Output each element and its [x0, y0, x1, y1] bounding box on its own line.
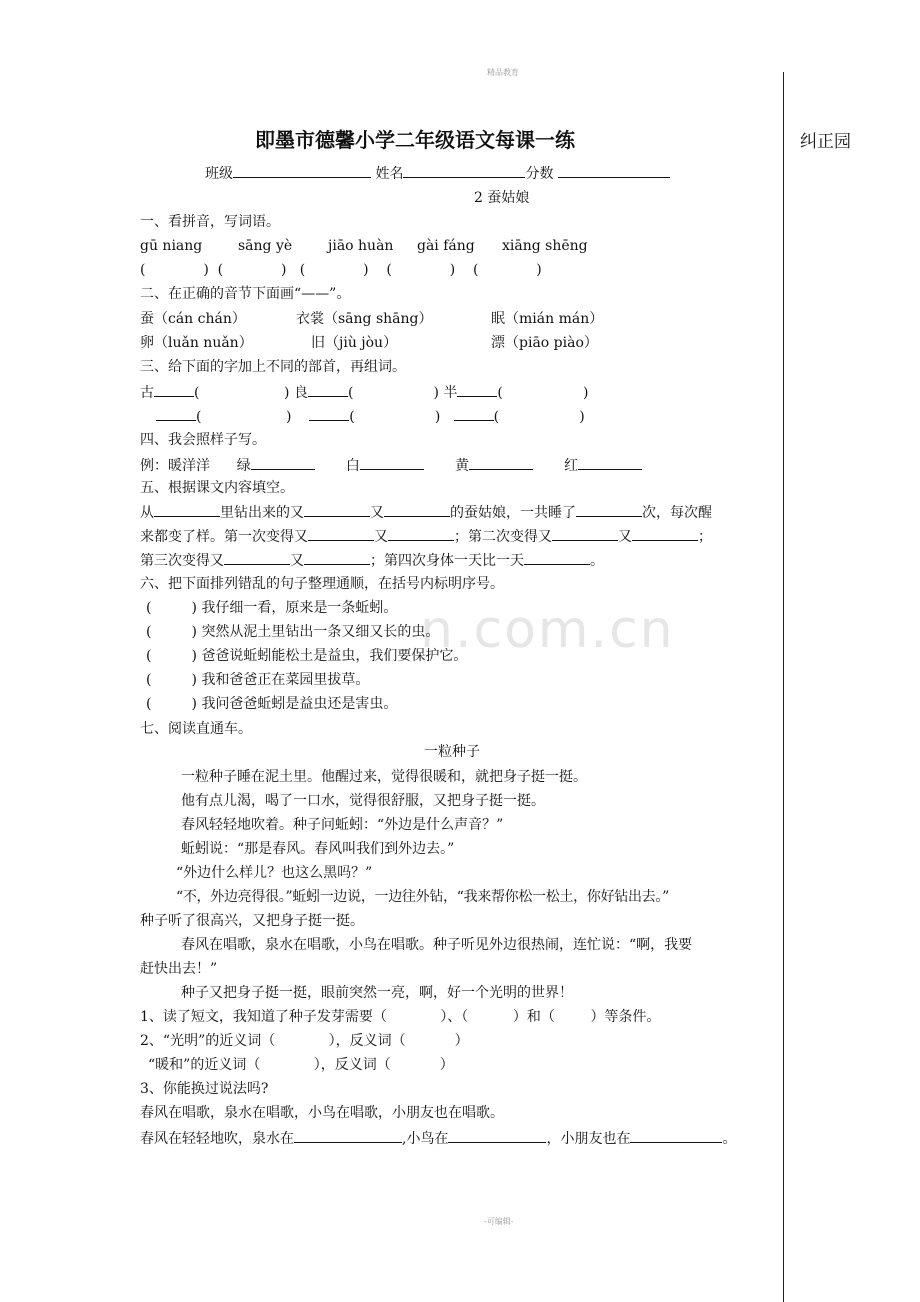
pattern-blank[interactable]	[578, 456, 642, 470]
section-4-heading: 四、我会照样子写。	[140, 432, 266, 448]
pinyin-item: xiāng shēng	[502, 238, 588, 254]
story-paragraph: “外边什么样儿？也这么黑吗？”	[176, 865, 373, 881]
footer-mark: -可编辑-	[484, 1217, 514, 1226]
story-paragraph: 春风在唱歌，泉水在唱歌，小鸟在唱歌。种子听见外边很热闹，连忙说：“啊，我要	[181, 937, 693, 953]
score-blank[interactable]	[558, 164, 670, 178]
fill-blank[interactable]	[384, 503, 450, 517]
fill-blank[interactable]	[524, 551, 590, 565]
question-2b: “暖和”的近义词（ ），反义词（ ）	[148, 1057, 454, 1073]
radical-row[interactable]: ( ) ( ) ( )	[156, 407, 585, 426]
order-item[interactable]: ( ) 我问爸爸蚯蚓是益虫还是害虫。	[146, 696, 398, 712]
header-mark: 精品教育	[487, 68, 519, 77]
story-paragraph: 种子听了很高兴，又把身子挺一挺。	[140, 913, 364, 929]
fill-blank[interactable]	[294, 1129, 402, 1143]
pinyin-item: jiāo huàn	[328, 238, 394, 254]
syllable-item[interactable]: 衣裳（sāng shāng）	[296, 311, 433, 327]
section-7-heading: 七、阅读直通车。	[140, 721, 252, 737]
story-paragraph: 春风轻轻地吹着。种子问蚯蚓：“外边是什么声音？”	[181, 817, 504, 833]
fill-blank[interactable]	[388, 527, 454, 541]
pinyin-answer-row[interactable]: ( ) ( ) ( ) ( ) ( )	[140, 262, 542, 278]
pattern-row	[140, 456, 642, 475]
section-2-heading: 二、在正确的音节下面画“——”。	[140, 286, 351, 302]
margin-divider	[783, 72, 784, 1302]
pattern-word: 黄	[455, 458, 470, 474]
question-3: 3、你能换过说法吗?	[140, 1081, 269, 1097]
fill-line: 第三次变得又 又 ；第四次身体一天比一天 。	[140, 553, 604, 569]
fill-line: 来都变了样。第一次变得又 又 ；第二次变得又 又 ；	[140, 529, 712, 545]
class-blank[interactable]	[233, 164, 371, 178]
syllable-item[interactable]: 蚕（cán chán）	[140, 311, 246, 327]
pattern-word: 绿	[236, 458, 251, 474]
pinyin-item: gū niang	[140, 238, 203, 254]
section-1-heading: 一、看拼音，写词语。	[140, 214, 280, 230]
question-3-example: 春风在唱歌，泉水在唱歌，小鸟在唱歌，小朋友也在唱歌。	[140, 1105, 504, 1121]
watermark: n.com.cn	[420, 600, 675, 660]
pinyin-item: sāng yè	[238, 238, 293, 254]
pattern-example: 例：暖洋洋	[140, 458, 210, 474]
order-item[interactable]: ( ) 突然从泥土里钻出一条又细又长的虫。	[146, 624, 440, 640]
question-3-fill: 春风在轻轻地吹，泉水在 ,小鸟在 ，小朋友也在 。	[140, 1131, 737, 1147]
info-line	[205, 164, 670, 183]
fill-line: 从 里钻出来的又 又 的蚕姑娘，一共睡了 次，每次醒	[140, 505, 712, 521]
story-paragraph: 他有点儿渴，喝了一口水，觉得很舒服，又把身子挺一挺。	[181, 793, 545, 809]
section-6-heading: 六、把下面排列错乱的句子整理通顺，在括号内标明序号。	[140, 576, 504, 592]
pinyin-item: gài fáng	[417, 238, 475, 254]
radical-char: 古	[140, 385, 154, 401]
fill-blank[interactable]	[308, 527, 374, 541]
fill-blank[interactable]	[304, 503, 370, 517]
syllable-item[interactable]: 旧（jiù jòu）	[311, 335, 398, 351]
pattern-blank[interactable]	[469, 456, 533, 470]
section-5-heading: 五、根据课文内容填空。	[140, 480, 294, 496]
pattern-word: 红	[564, 458, 579, 474]
syllable-item[interactable]: 眠（mián mán）	[491, 311, 604, 327]
fill-blank[interactable]	[154, 503, 220, 517]
radical-row[interactable]: 古 ( ) 良 ( ) 半 ( )	[140, 385, 589, 401]
fill-blank[interactable]	[448, 1129, 546, 1143]
syllable-item[interactable]: 卵（luǎn nuǎn）	[140, 335, 253, 351]
side-label: 纠正园	[800, 132, 851, 152]
story-title: 一粒种子	[424, 744, 480, 760]
fill-blank[interactable]	[630, 1129, 722, 1143]
fill-blank[interactable]	[552, 527, 618, 541]
pattern-blank[interactable]	[360, 456, 424, 470]
story-paragraph: 蚯蚓说：“那是春风。春风叫我们到外边去。”	[181, 841, 455, 857]
order-item[interactable]: ( ) 爸爸说蚯蚓能松土是益虫，我们要保护它。	[146, 648, 468, 664]
lesson-title: 2 蚕姑娘	[474, 190, 530, 206]
pattern-blank[interactable]	[251, 456, 315, 470]
section-3-heading: 三、给下面的字加上不同的部首，再组词。	[140, 359, 406, 375]
radical-char: 良	[293, 385, 308, 401]
order-item[interactable]: ( ) 我仔细一看，原来是一条蚯蚓。	[146, 600, 398, 616]
fill-blank[interactable]	[224, 551, 290, 565]
fill-blank[interactable]	[576, 503, 642, 517]
syllable-item[interactable]: 漂（piāo piào）	[491, 335, 598, 351]
story-paragraph: 种子又把身子挺一挺，眼前突然一亮，啊，好一个光明的世界！	[181, 985, 573, 1001]
story-paragraph: “不，外边亮得很。”蚯蚓一边说，一边往外钻，“我来帮你松一松土，你好钻出去。”	[176, 889, 669, 905]
name-blank[interactable]	[403, 164, 525, 178]
order-item[interactable]: ( ) 我和爸爸正在菜园里拔草。	[146, 672, 370, 688]
page-title: 即墨市德馨小学二年级语文每课一练	[255, 128, 575, 152]
pattern-word: 白	[345, 458, 360, 474]
fill-blank[interactable]	[304, 551, 370, 565]
class-label: 班级	[205, 166, 233, 182]
radical-char: 半	[443, 385, 458, 401]
name-label: 姓名	[375, 166, 404, 182]
story-paragraph: 一粒种子睡在泥土里。他醒过来，觉得很暖和，就把身子挺一挺。	[181, 769, 587, 785]
story-paragraph: 赶快出去！”	[140, 961, 218, 977]
question-1: 1、读了短文，我知道了种子发芽需要（ ）、（ ）和（ ）等条件。	[140, 1009, 661, 1025]
question-2a: 2、“光明”的近义词（ ），反义词（ ）	[140, 1033, 469, 1049]
score-label: 分数	[525, 166, 554, 182]
fill-blank[interactable]	[632, 527, 698, 541]
